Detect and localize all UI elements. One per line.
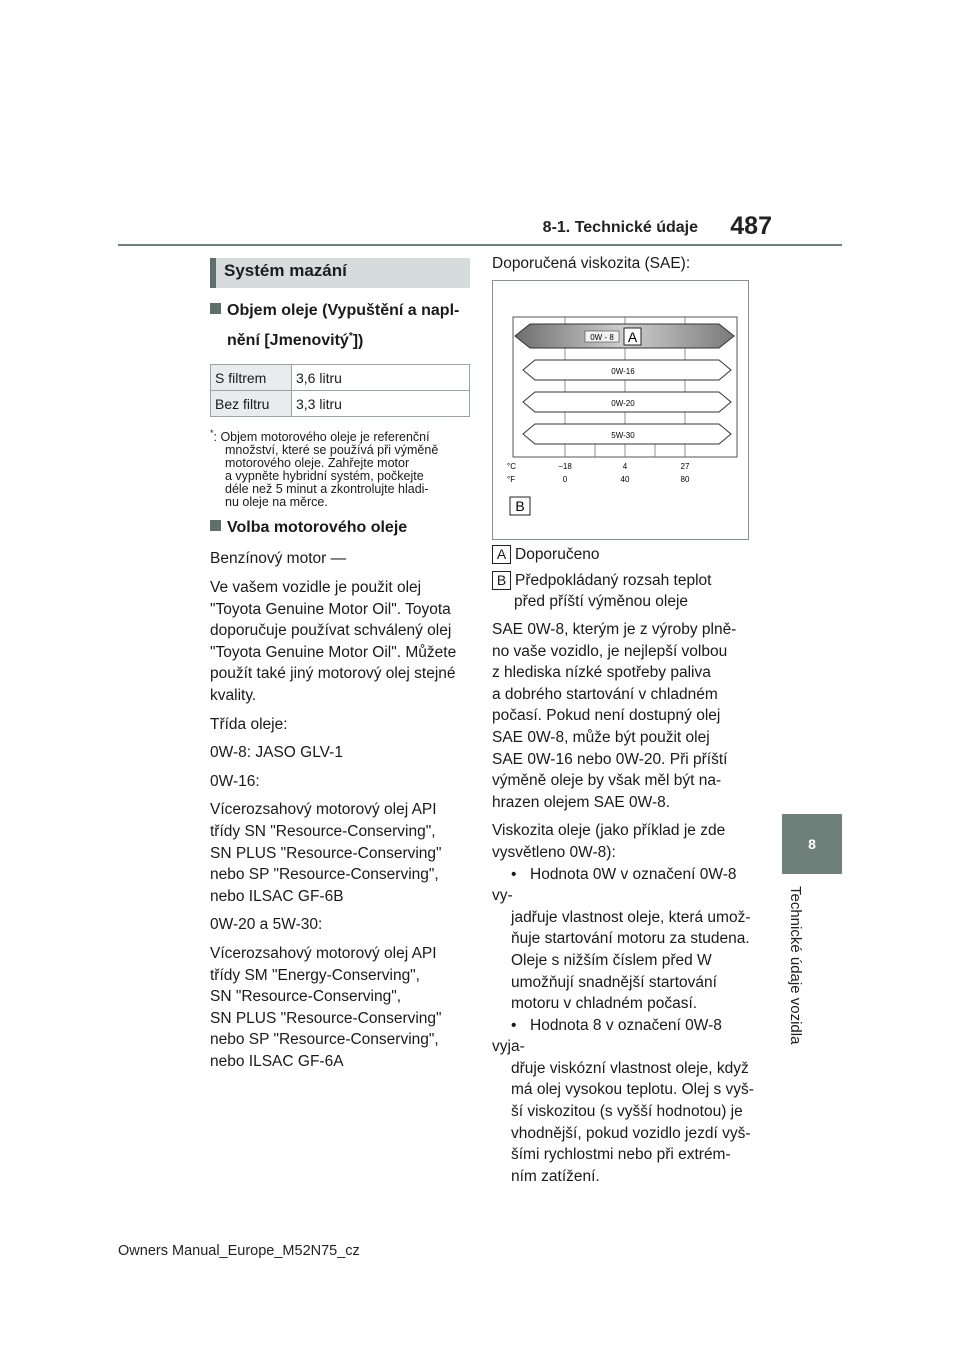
celsius-unit: °C [507,462,516,471]
bar-label: 0W-16 [611,367,635,376]
legend-item-a: A Doporučeno [492,544,757,565]
fahrenheit-tick: 40 [620,475,630,484]
paragraph: Viskozita oleje (jako příklad je zde vysvětleno 0W-8): [492,822,726,861]
bullet-icon: • [511,865,517,883]
footer-text: Owners Manual_Europe_M52N75_cz [118,1243,360,1259]
section-title: 8-1. Technické údaje [542,219,698,236]
section-banner: Systém mazání [210,258,470,288]
row-label: Bez filtru [211,391,292,417]
paragraph: Vícerozsahový motorový olej API třídy SM "Energy-Conserving", SN "Resource-Conserving", SN PLUS "Resource-Conserving" nebo SP "Resource-Conserving", nebo ILSAC GF-6A [210,944,442,1070]
row-value: 3,6 litru [292,365,470,391]
left-column [210,258,470,1073]
oil-selection-heading: Volba motorového oleje [210,515,470,541]
viscosity-chart-svg [493,281,748,539]
list-item: • Hodnota 8 v označení 0W-8 vyja- dřuje viskózní vlastnost oleje, když má olej vysokou teplotu. Olej s vyš- ší viskozitou (s vyšší hodnotou) je vhodnější, pokud vozidlo jezdí vyš- šími rychlostmi nebo při extrém- ním zatížení. [492,1016,754,1185]
oil-amount-heading: Objem oleje (Vypuštění a napl- nění [Jmenovitý*]) [210,298,470,354]
paragraph: Vícerozsahový motorový olej API třídy SN "Resource-Conserving", SN PLUS "Resource-Conserving" nebo SP "Resource-Conserving", nebo ILSAC GF-6B [210,801,442,905]
footnote: *: Objem motorového oleje je referenční množství, které se používá při výměně motorového oleje. Zahřejte motor a vypněte hybridní systém, počkejte déle než 5 minut a zkontrolujte hladi- nu oleje na měrce. [210,428,439,510]
celsius-tick: −18 [558,462,572,471]
page-number: 487 [730,212,772,240]
list-item: • Hodnota 0W v označení 0W-8 vy- jadřuje vlastnost oleje, která umož- ňuje startování motoru za studena. Oleje s nižším číslem před W umožňují snadnější startování motoru v chladném počasí. [492,865,751,1013]
right-column-text [492,544,757,1187]
celsius-tick: 4 [622,462,628,471]
celsius-tick: 27 [680,462,690,471]
table-row [211,365,470,391]
marker-a-label: A [627,329,638,345]
viscosity-title: Doporučená viskozita (SAE): [492,255,691,272]
legend-item-b: B Předpokládaný rozsah teplot před příští výměnou oleje [492,570,757,612]
oil-capacity-table [210,364,470,417]
chapter-number: 8 [808,836,816,852]
bar-label: 0W-20 [611,399,635,408]
chapter-tab[interactable] [782,814,842,874]
paragraph: Třída oleje: [210,715,288,733]
viscosity-chart [492,280,749,540]
header-rule [118,244,842,246]
paragraph: 0W-20 a 5W-30: [210,916,323,934]
square-bullet-icon [210,303,221,314]
bar-label: 5W-30 [611,431,635,440]
row-label: S filtrem [211,365,292,391]
row-value: 3,3 litru [292,391,470,417]
table-row [211,391,470,417]
bullet-icon: • [511,1016,517,1034]
marker-b-label: B [515,498,525,514]
paragraph: 0W-8: JASO GLV-1 [210,744,343,762]
bar-label: 0W - 8 [590,333,614,342]
fahrenheit-unit: °F [507,475,516,484]
square-bullet-icon [210,520,221,531]
fahrenheit-tick: 80 [680,475,690,484]
paragraph: Ve vašem vozidle je použit olej "Toyota Genuine Motor Oil". Toyota doporučuje používat schválený olej "Toyota Genuine Motor Oil". Můžete použít také jiný motorový olej stejné kvality. [210,579,457,705]
paragraph: SAE 0W-8, kterým je z výroby plně- no vaše vozidlo, je nejlepší volbou z hlediska nízké spotřeby paliva a dobrého startování v chladném počasí. Pokud není dostupný olej SAE 0W-8, může být použit olej SAE 0W-16 nebo 0W-20. Při příští výměně oleje by však měl být na- hrazen olejem SAE 0W-8. [492,621,737,811]
legend-key: A [492,545,511,564]
fahrenheit-tick: 0 [562,475,568,484]
paragraph: Benzínový motor — [210,550,347,568]
legend-key: B [492,571,511,590]
paragraph: 0W-16: [210,772,260,790]
chapter-tab-label: Technické údaje vozidla [787,886,804,1045]
